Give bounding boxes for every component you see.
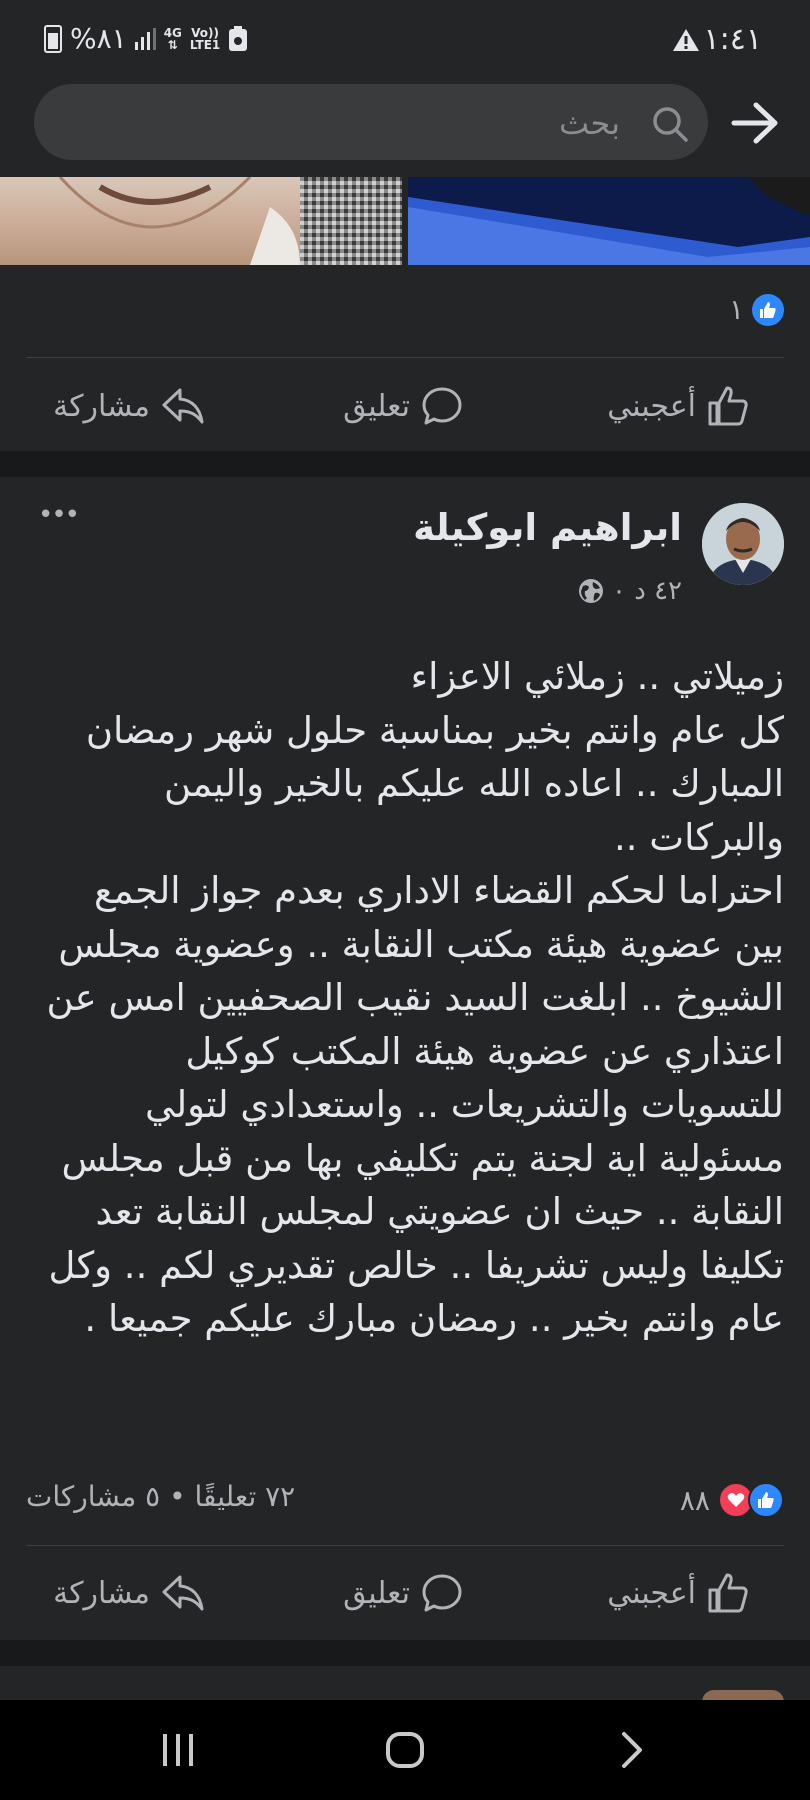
post-line: زميلاتي .. زملائي الاعزاء — [410, 655, 784, 698]
status-left-indicators — [44, 22, 248, 55]
post-line: والبركات .. — [613, 815, 784, 859]
back-arrow-icon[interactable] — [730, 100, 780, 146]
like-label: أعجبني — [607, 1575, 696, 1611]
prev-reactions[interactable] — [729, 293, 784, 326]
share-button[interactable] — [53, 1571, 206, 1615]
post-line: عام وانتم بخير .. رمضان مبارك عليكم جميعا . — [84, 1297, 784, 1340]
post-reactions[interactable] — [680, 1482, 784, 1518]
comment-icon — [420, 384, 464, 428]
prev-reaction-count: ١ — [728, 293, 744, 326]
back-icon[interactable] — [616, 1730, 646, 1770]
share-icon — [160, 384, 206, 428]
search-icon — [650, 104, 690, 144]
post-line: النقابة .. حيث ان عضويتي لمجلس النقابة تعد — [95, 1190, 784, 1233]
like-reaction-icon — [752, 294, 784, 326]
share-icon — [160, 1571, 206, 1615]
comment-label: تعليق — [343, 1575, 410, 1611]
feed-separator — [0, 451, 810, 477]
like-icon — [706, 1571, 750, 1615]
prev-like-button[interactable] — [607, 384, 750, 428]
post-reaction-count: ٨٨ — [679, 1483, 710, 1517]
avatar[interactable] — [702, 503, 784, 585]
search-placeholder[interactable]: بحث — [559, 104, 620, 142]
divider — [26, 1545, 784, 1546]
post-line: مسئولية اية لجنة يتم تكليفي بها من قبل مجلس — [61, 1136, 784, 1180]
clock: ١:٤١ — [703, 22, 762, 57]
comment-icon — [420, 1571, 464, 1615]
comment-label: تعليق — [343, 388, 410, 424]
battery-percent: %٨١ — [70, 22, 127, 55]
post-image-right[interactable] — [408, 177, 810, 265]
recent-apps-icon[interactable] — [158, 1730, 198, 1770]
globe-icon — [578, 578, 604, 604]
storage-icon — [228, 26, 248, 52]
more-options-icon[interactable]: ••• — [38, 500, 79, 530]
battery-icon — [44, 25, 62, 53]
like-button[interactable] — [607, 1571, 750, 1615]
post-line: المبارك .. اعاده الله عليكم بالخير واليمن — [164, 762, 784, 805]
post-line: كل عام وانتم بخير بمناسبة حلول شهر رمضان — [85, 708, 784, 752]
post-line: اعتذاري عن عضوية هيئة المكتب كوكيل — [185, 1029, 784, 1073]
post-line: بين عضوية هيئة مكتب النقابة .. وعضوية مجلس — [58, 922, 784, 966]
post-stats[interactable]: ٧٢ تعليقًا • ٥ مشاركات — [26, 1480, 296, 1513]
share-label: مشاركة — [53, 388, 150, 424]
post-body — [24, 650, 784, 1346]
post-line: للتسويات والتشريعات .. واستعدادي لتولي — [144, 1083, 784, 1126]
post-author[interactable]: ابراهيم ابوكيلة — [413, 506, 682, 549]
comment-button[interactable] — [343, 1571, 464, 1615]
volte-indicator: Vo)) LTE1 — [189, 25, 221, 52]
network-type: 4G ⇅ — [163, 25, 182, 52]
signal-icon — [135, 28, 156, 50]
post-line: احتراما لحكم القضاء الاداري بعدم جواز الجمع — [93, 869, 784, 912]
prev-share-button[interactable] — [53, 384, 206, 428]
prev-comment-button[interactable] — [343, 384, 464, 428]
like-label: أعجبني — [607, 388, 696, 424]
warning-icon — [672, 28, 700, 52]
share-label: مشاركة — [53, 1575, 150, 1611]
feed-separator — [0, 1640, 810, 1666]
divider — [26, 357, 784, 358]
post-line: تكليفا وليس تشريفا .. خالص تقديري لكم .. وكل — [48, 1243, 784, 1287]
like-icon — [706, 384, 750, 428]
post-timestamp[interactable]: ٤٢ د ٠ — [611, 576, 682, 606]
like-reaction-icon — [748, 1482, 784, 1518]
post-image-left[interactable] — [0, 177, 402, 265]
post-line: الشيوخ .. ابلغت السيد نقيب الصحفيين امس عن — [46, 976, 784, 1019]
home-icon[interactable] — [384, 1730, 426, 1770]
post-meta — [578, 576, 682, 606]
